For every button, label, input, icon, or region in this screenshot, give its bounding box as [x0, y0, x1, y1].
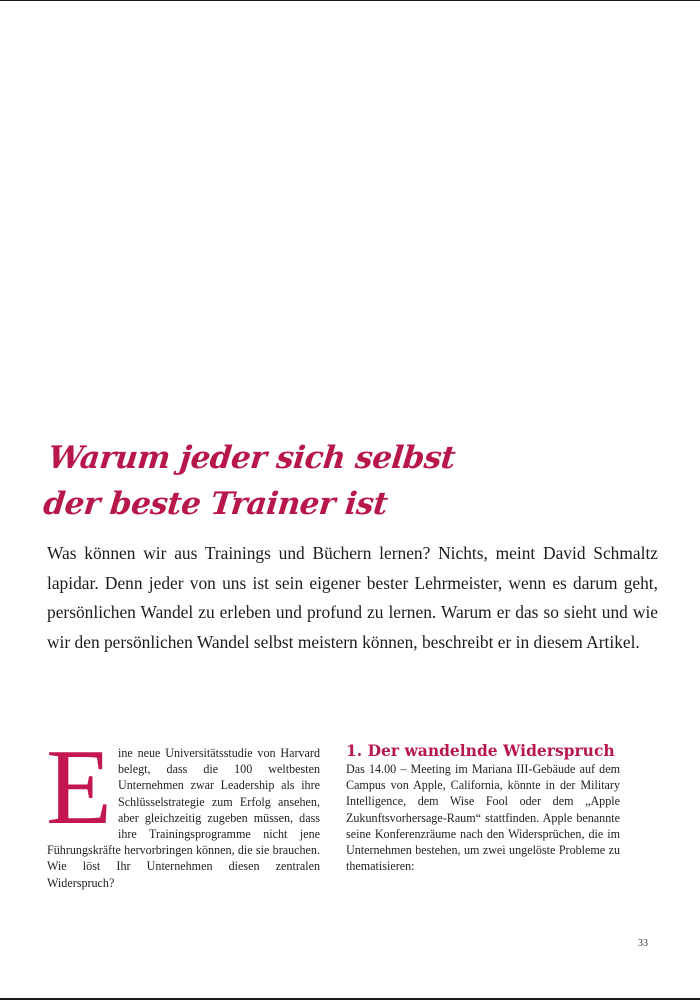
title-line-1: Warum jeder sich selbst [46, 439, 457, 476]
section-heading: 1. Der wandelnde Widerspruch [346, 741, 615, 760]
intro-paragraph: ine neue Universitätsstudie von Harvard belegt, dass die 100 weltbesten Unternehmen zwar Leadership als ihre Schlüsselstrategie zum Erfolg ansehen, aber gleichzeitig zugeben müssen, dass ihre Trainingsprogramme nicht jene Führungskräfte hervorbringen können, die sie brauchen. Wie löst Ihr Unternehmen diesen zentralen Widerspruch? [47, 746, 320, 890]
section-1-column [346, 740, 620, 874]
article-title [41, 435, 457, 527]
top-border [0, 0, 700, 1]
title-line-2: der beste Trainer ist [41, 485, 390, 522]
article-lead: Was können wir aus Trainings und Büchern lernen? Nichts, meint David Schmaltz lapidar. Denn jeder von uns ist sein eigener bester Lehrmeister, wenn es darum geht, persönlichen Wandel zu erleben und profund zu lernen. Warum er das so sieht und wie wir den persönlichen Wandel selbst meistern können, beschreibt er in diesem Artikel. [47, 543, 658, 652]
drop-cap: E [46, 728, 112, 847]
intro-column [46, 728, 320, 891]
page-number: 33 [638, 938, 648, 949]
section-1-paragraph: Das 14.00 – Meeting im Mariana III-Gebäude auf dem Campus von Apple, California, könnte in der Military Intelligence, dem Wise Fool oder dem „Apple Zukunftsvorhersage-Raum“ stattfinden. Apple benannte seine Konferenzräume nach den Widersprüchen, die im Unternehmen bestehen, um zwei ungelöste Probleme zu thematisieren: [346, 762, 620, 874]
